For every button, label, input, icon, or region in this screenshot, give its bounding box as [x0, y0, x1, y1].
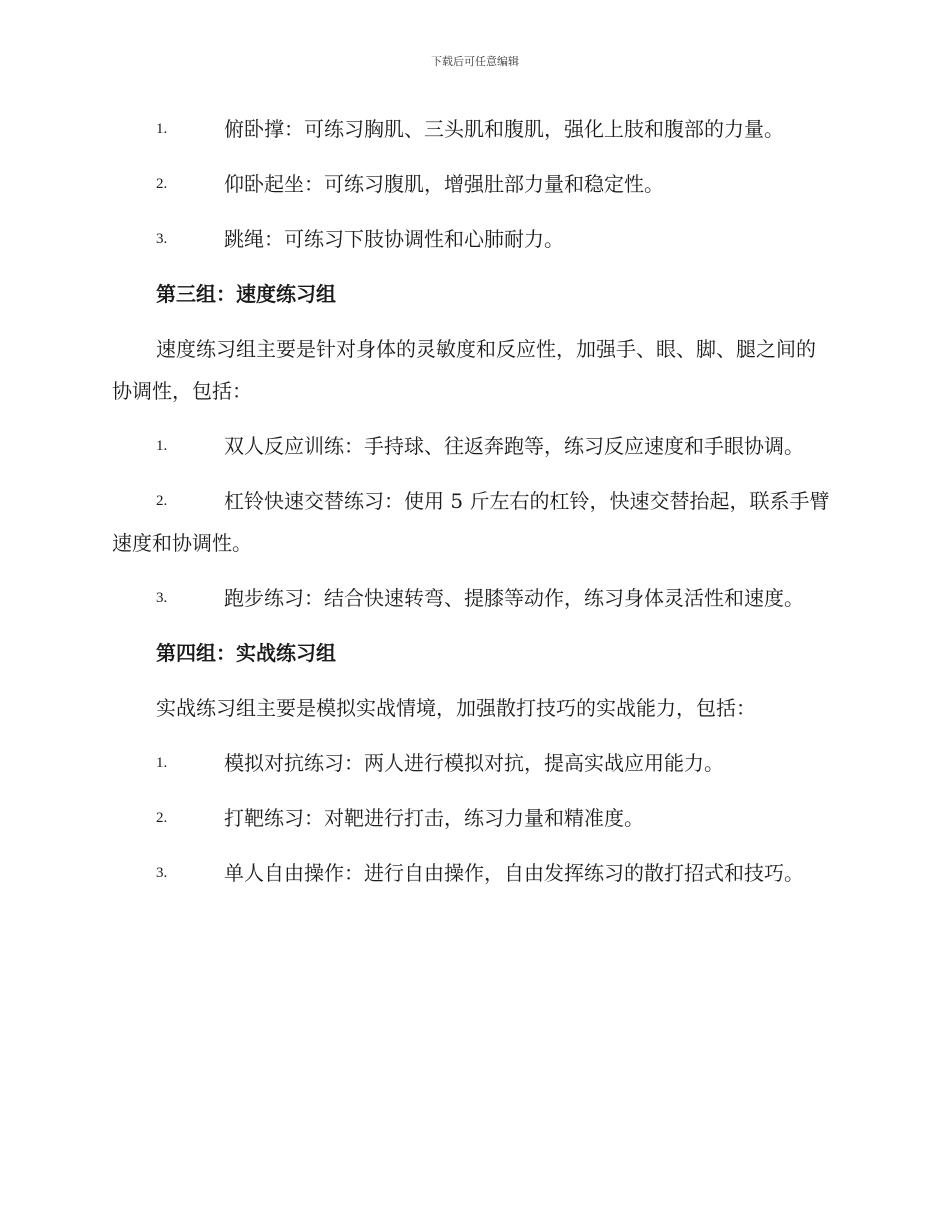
- page-header: 下载后可任意编辑: [431, 55, 519, 68]
- list-text: 仰卧起坐：可练习腹肌，增强肚部力量和稳定性。: [224, 172, 664, 196]
- list-text: 杠铃快速交替练习：使用 5 斤左右的杠铃，快速交替抬起，联系手臂速度和协调性。: [112, 489, 830, 555]
- list-item: [112, 163, 832, 205]
- list-text: 跳绳：可练习下肢协调性和心肺耐力。: [224, 227, 564, 251]
- list-item: [112, 425, 832, 467]
- list-number: 1.: [156, 121, 168, 137]
- list-item: [112, 797, 832, 839]
- document-body: [112, 108, 832, 894]
- list-item: [112, 108, 832, 150]
- list-item: [112, 577, 832, 619]
- list-text: 打靶练习：对靶进行打击，练习力量和精准度。: [224, 806, 644, 830]
- section-heading: 第三组：速度练习组: [156, 282, 336, 306]
- list-item: [112, 852, 832, 894]
- list-item: [112, 218, 832, 260]
- list-number: 3.: [156, 231, 168, 247]
- list-number: 1.: [156, 755, 168, 771]
- section-intro: 实战练习组主要是模拟实战情境，加强散打技巧的实战能力，包括：: [156, 696, 756, 720]
- list-item: [112, 480, 832, 564]
- list-number: 1.: [156, 438, 168, 454]
- section-intro: 速度练习组主要是针对身体的灵敏度和反应性，加强手、眼、脚、腿之间的协调性，包括：: [112, 337, 816, 403]
- list-number: 3.: [156, 590, 168, 606]
- list-number: 2.: [156, 176, 168, 192]
- list-text: 模拟对抗练习：两人进行模拟对抗，提高实战应用能力。: [224, 751, 724, 775]
- list-number: 3.: [156, 865, 168, 881]
- list-text: 俯卧撑：可练习胸肌、三头肌和腹肌，强化上肢和腹部的力量。: [224, 117, 784, 141]
- list-text: 双人反应训练：手持球、往返奔跑等，练习反应速度和手眼协调。: [224, 434, 804, 458]
- list-item: [112, 742, 832, 784]
- list-text: 单人自由操作：进行自由操作，自由发挥练习的散打招式和技巧。: [224, 861, 804, 885]
- list-text: 跑步练习：结合快速转弯、提膝等动作，练习身体灵活性和速度。: [224, 586, 804, 610]
- section-heading: 第四组：实战练习组: [156, 641, 336, 665]
- list-number: 2.: [156, 810, 168, 826]
- list-number: 2.: [156, 493, 168, 509]
